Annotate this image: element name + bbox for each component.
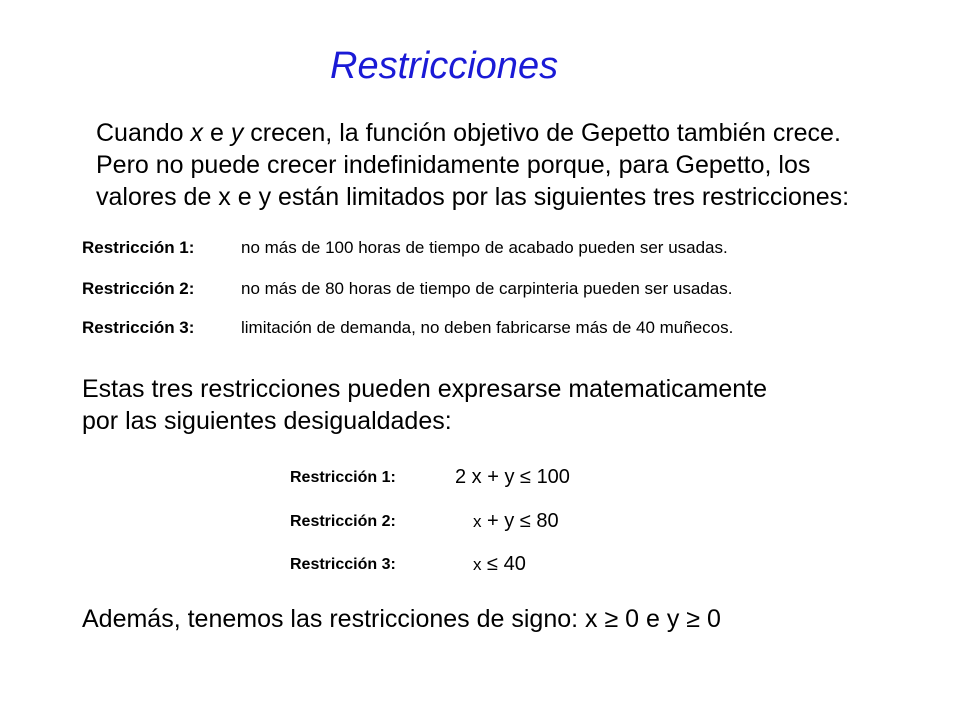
restriction-2-text: no más de 80 horas de tiempo de carpinteria pueden ser usadas. [241,279,733,298]
restriction-3-text: limitación de demanda, no deben fabricarse más de 40 muñecos. [241,318,734,337]
inequality-1-label: Restricción 1: [290,469,396,486]
inequality-1-expression: 2 x + y ≤ 100 [455,466,570,488]
sign-restrictions-text: Además, tenemos las restricciones de signo: x ≥ 0 e y ≥ 0 [82,605,721,633]
inequality-2-expression: x + y ≤ 80 [473,510,559,532]
restriction-1-text: no más de 100 horas de tiempo de acabado pueden ser usadas. [241,238,728,257]
page-title: Restricciones [330,45,559,87]
restriction-1-label: Restricción 1: [82,238,195,257]
intro-line-2: Pero no puede crecer indefinidamente porque, para Gepetto, los [96,151,811,179]
inequalities-intro-line-2: por las siguientes desigualdades: [82,407,452,435]
intro-line-1: Cuando x e y crecen, la función objetivo de Gepetto también crece. [96,119,841,147]
restriction-3-label: Restricción 3: [82,318,195,337]
restriction-2-label: Restricción 2: [82,279,195,298]
inequalities-intro-line-1: Estas tres restricciones pueden expresarse matematicamente [82,375,768,403]
intro-line-3: valores de x e y están limitados por las siguientes tres restricciones: [96,183,850,211]
inequality-3-label: Restricción 3: [290,556,396,573]
inequality-2-label: Restricción 2: [290,513,396,530]
inequality-3-expression: x ≤ 40 [473,553,526,575]
